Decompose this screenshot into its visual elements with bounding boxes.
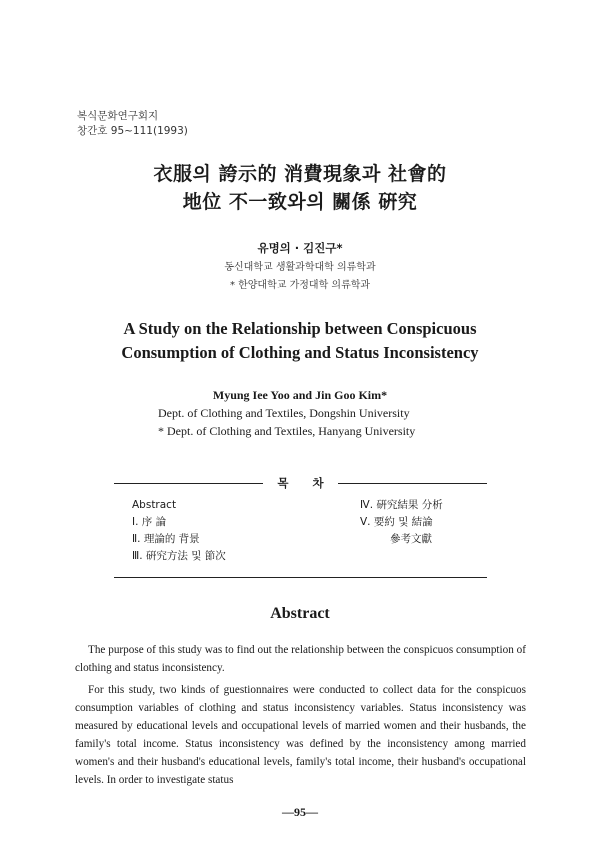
journal-name: 복식문화연구회지 [77,110,159,122]
toc-left-column [132,497,226,565]
abstract-paragraph: The purpose of this study was to find out the relationship between the conspicuos consumption of clothing and status inconsistency. [75,644,526,674]
abstract-paragraph: For this study, two kinds of guestionnaires were conducted to collect data for the conspicuos consumption variables of clothing and status inconsistency variables. Status inconsistency was measured by educational levels and occupational levels of married women and their husbands, the family's total income. Status inconsistency was defined by the inconsistency among married women's and their husband's educational levels, family's total income, their husband's occupational levels. In order to investigate status [75,684,526,786]
english-affiliation-1: Dept. of Clothing and Textiles, Dongshin University [158,406,410,420]
toc-right-column [360,497,443,548]
abstract-heading: Abstract [270,605,330,622]
toc-item: 參考文獻 [390,533,432,545]
journal-header [77,109,188,139]
table-of-contents [114,476,487,578]
toc-item: Ⅱ. 理論的 背景 [132,533,200,545]
english-title-line2: Consumption of Clothing and Status Inconsistency [121,343,479,362]
korean-title-line1: 衣服의 誇示的 消費現象과 社會的 [153,163,447,185]
page-number: —95— [282,805,318,819]
toc-item: Ⅴ. 要約 및 結論 [360,516,433,528]
korean-authors: 유명의 · 김진구* [257,241,343,255]
english-title-line1: A Study on the Relationship between Conspicuous [123,319,477,338]
toc-item: Ⅳ. 硏究結果 分析 [360,499,443,511]
korean-affiliation-1: 동신대학교 생활과학대학 의류학과 [224,262,376,273]
toc-title: 목 차 [114,475,487,491]
english-affiliation-2: * Dept. of Clothing and Textiles, Hanyang University [158,424,416,438]
english-authors: Myung Iee Yoo and Jin Goo Kim* [212,388,388,402]
journal-issue: 창간호 95~111(1993) [77,125,188,137]
korean-affiliation-2: * 한양대학교 가정대학 의류학과 [229,280,371,291]
korean-title [0,160,600,216]
toc-item: Abstract [132,499,177,511]
english-title [0,317,600,365]
abstract-body [75,641,526,793]
korean-title-line2: 地位 不一致와의 關係 硏究 [182,191,418,213]
toc-item: Ⅲ. 硏究方法 및 節次 [132,550,226,562]
toc-item: Ⅰ. 序 論 [132,516,167,528]
